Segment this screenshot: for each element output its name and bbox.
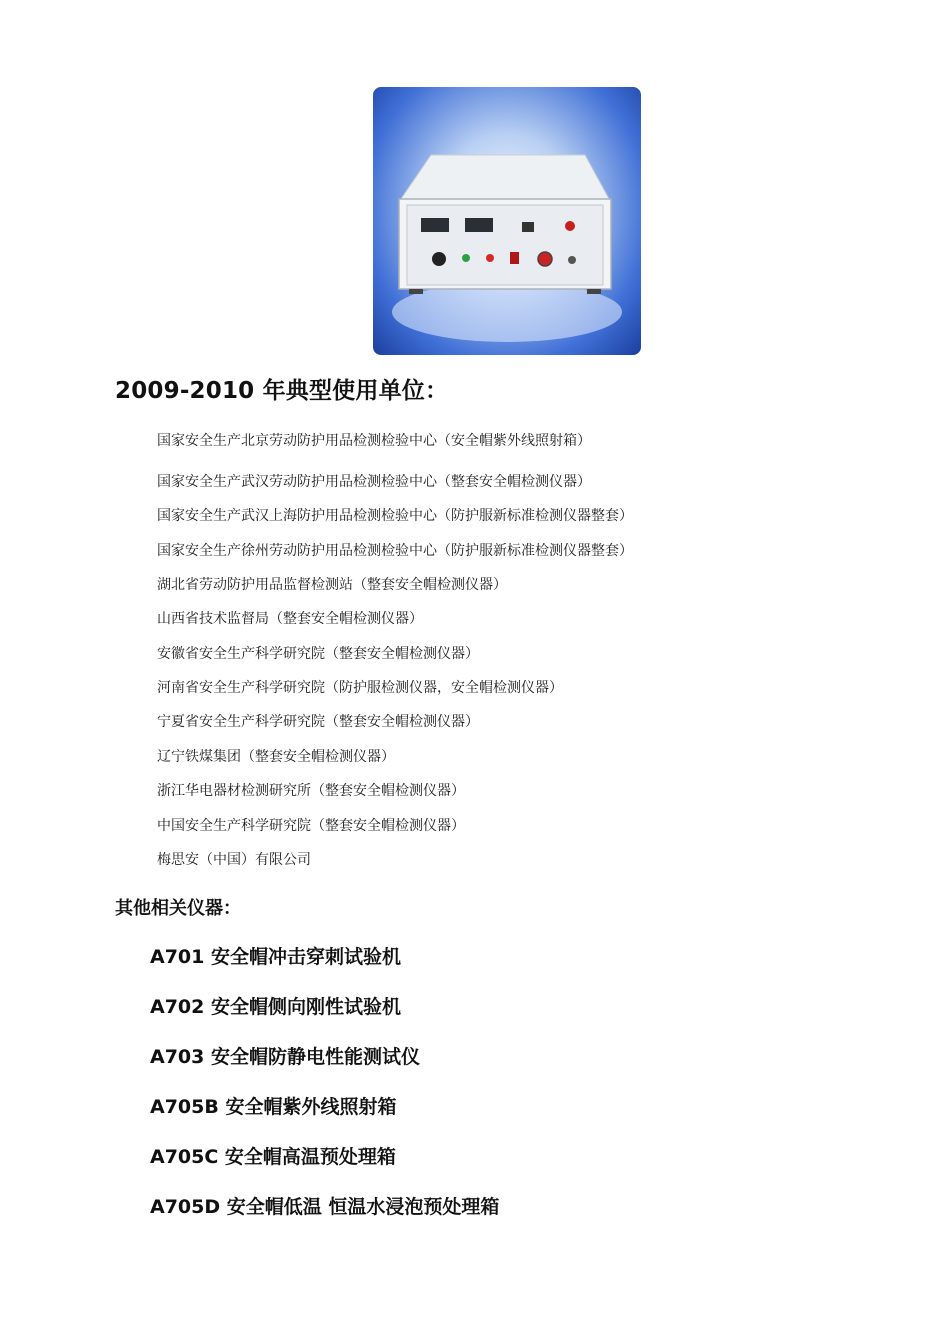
product-item: A705C 安全帽高温预处理箱 bbox=[150, 1146, 396, 1168]
list-item: 浙江华电器材检测研究所（整套安全帽检测仪器） bbox=[157, 783, 465, 799]
list-item: 国家安全生产北京劳动防护用品检测检验中心（安全帽紫外线照射箱） bbox=[157, 433, 591, 449]
product-item: A705B 安全帽紫外线照射箱 bbox=[150, 1096, 397, 1118]
list-item: 国家安全生产徐州劳动防护用品检测检验中心（防护服新标准检测仪器整套） bbox=[157, 543, 633, 559]
list-item: 国家安全生产武汉劳动防护用品检测检验中心（整套安全帽检测仪器） bbox=[157, 474, 591, 490]
related-heading: 其他相关仪器： bbox=[115, 898, 241, 919]
product-photo bbox=[373, 87, 641, 355]
list-item: 山西省技术监督局（整套安全帽检测仪器） bbox=[157, 611, 423, 627]
list-item: 中国安全生产科学研究院（整套安全帽检测仪器） bbox=[157, 818, 465, 834]
list-item: 湖北省劳动防护用品监督检测站（整套安全帽检测仪器） bbox=[157, 577, 507, 593]
page-heading: 2009-2010 年典型使用单位： bbox=[115, 378, 449, 404]
list-item: 辽宁铁煤集团（整套安全帽检测仪器） bbox=[157, 749, 395, 765]
product-item: A702 安全帽侧向刚性试验机 bbox=[150, 996, 401, 1018]
list-item: 安徽省安全生产科学研究院（整套安全帽检测仪器） bbox=[157, 646, 479, 662]
list-item: 梅思安（中国）有限公司 bbox=[157, 852, 311, 868]
product-item: A705D 安全帽低温 恒温水浸泡预处理箱 bbox=[150, 1196, 500, 1218]
list-item: 宁夏省安全生产科学研究院（整套安全帽检测仪器） bbox=[157, 714, 479, 730]
product-item: A703 安全帽防静电性能测试仪 bbox=[150, 1046, 420, 1068]
product-item: A701 安全帽冲击穿刺试验机 bbox=[150, 946, 401, 968]
list-item: 国家安全生产武汉上海防护用品检测检验中心（防护服新标准检测仪器整套） bbox=[157, 508, 633, 524]
list-item: 河南省安全生产科学研究院（防护服检测仪器，安全帽检测仪器） bbox=[157, 680, 563, 696]
